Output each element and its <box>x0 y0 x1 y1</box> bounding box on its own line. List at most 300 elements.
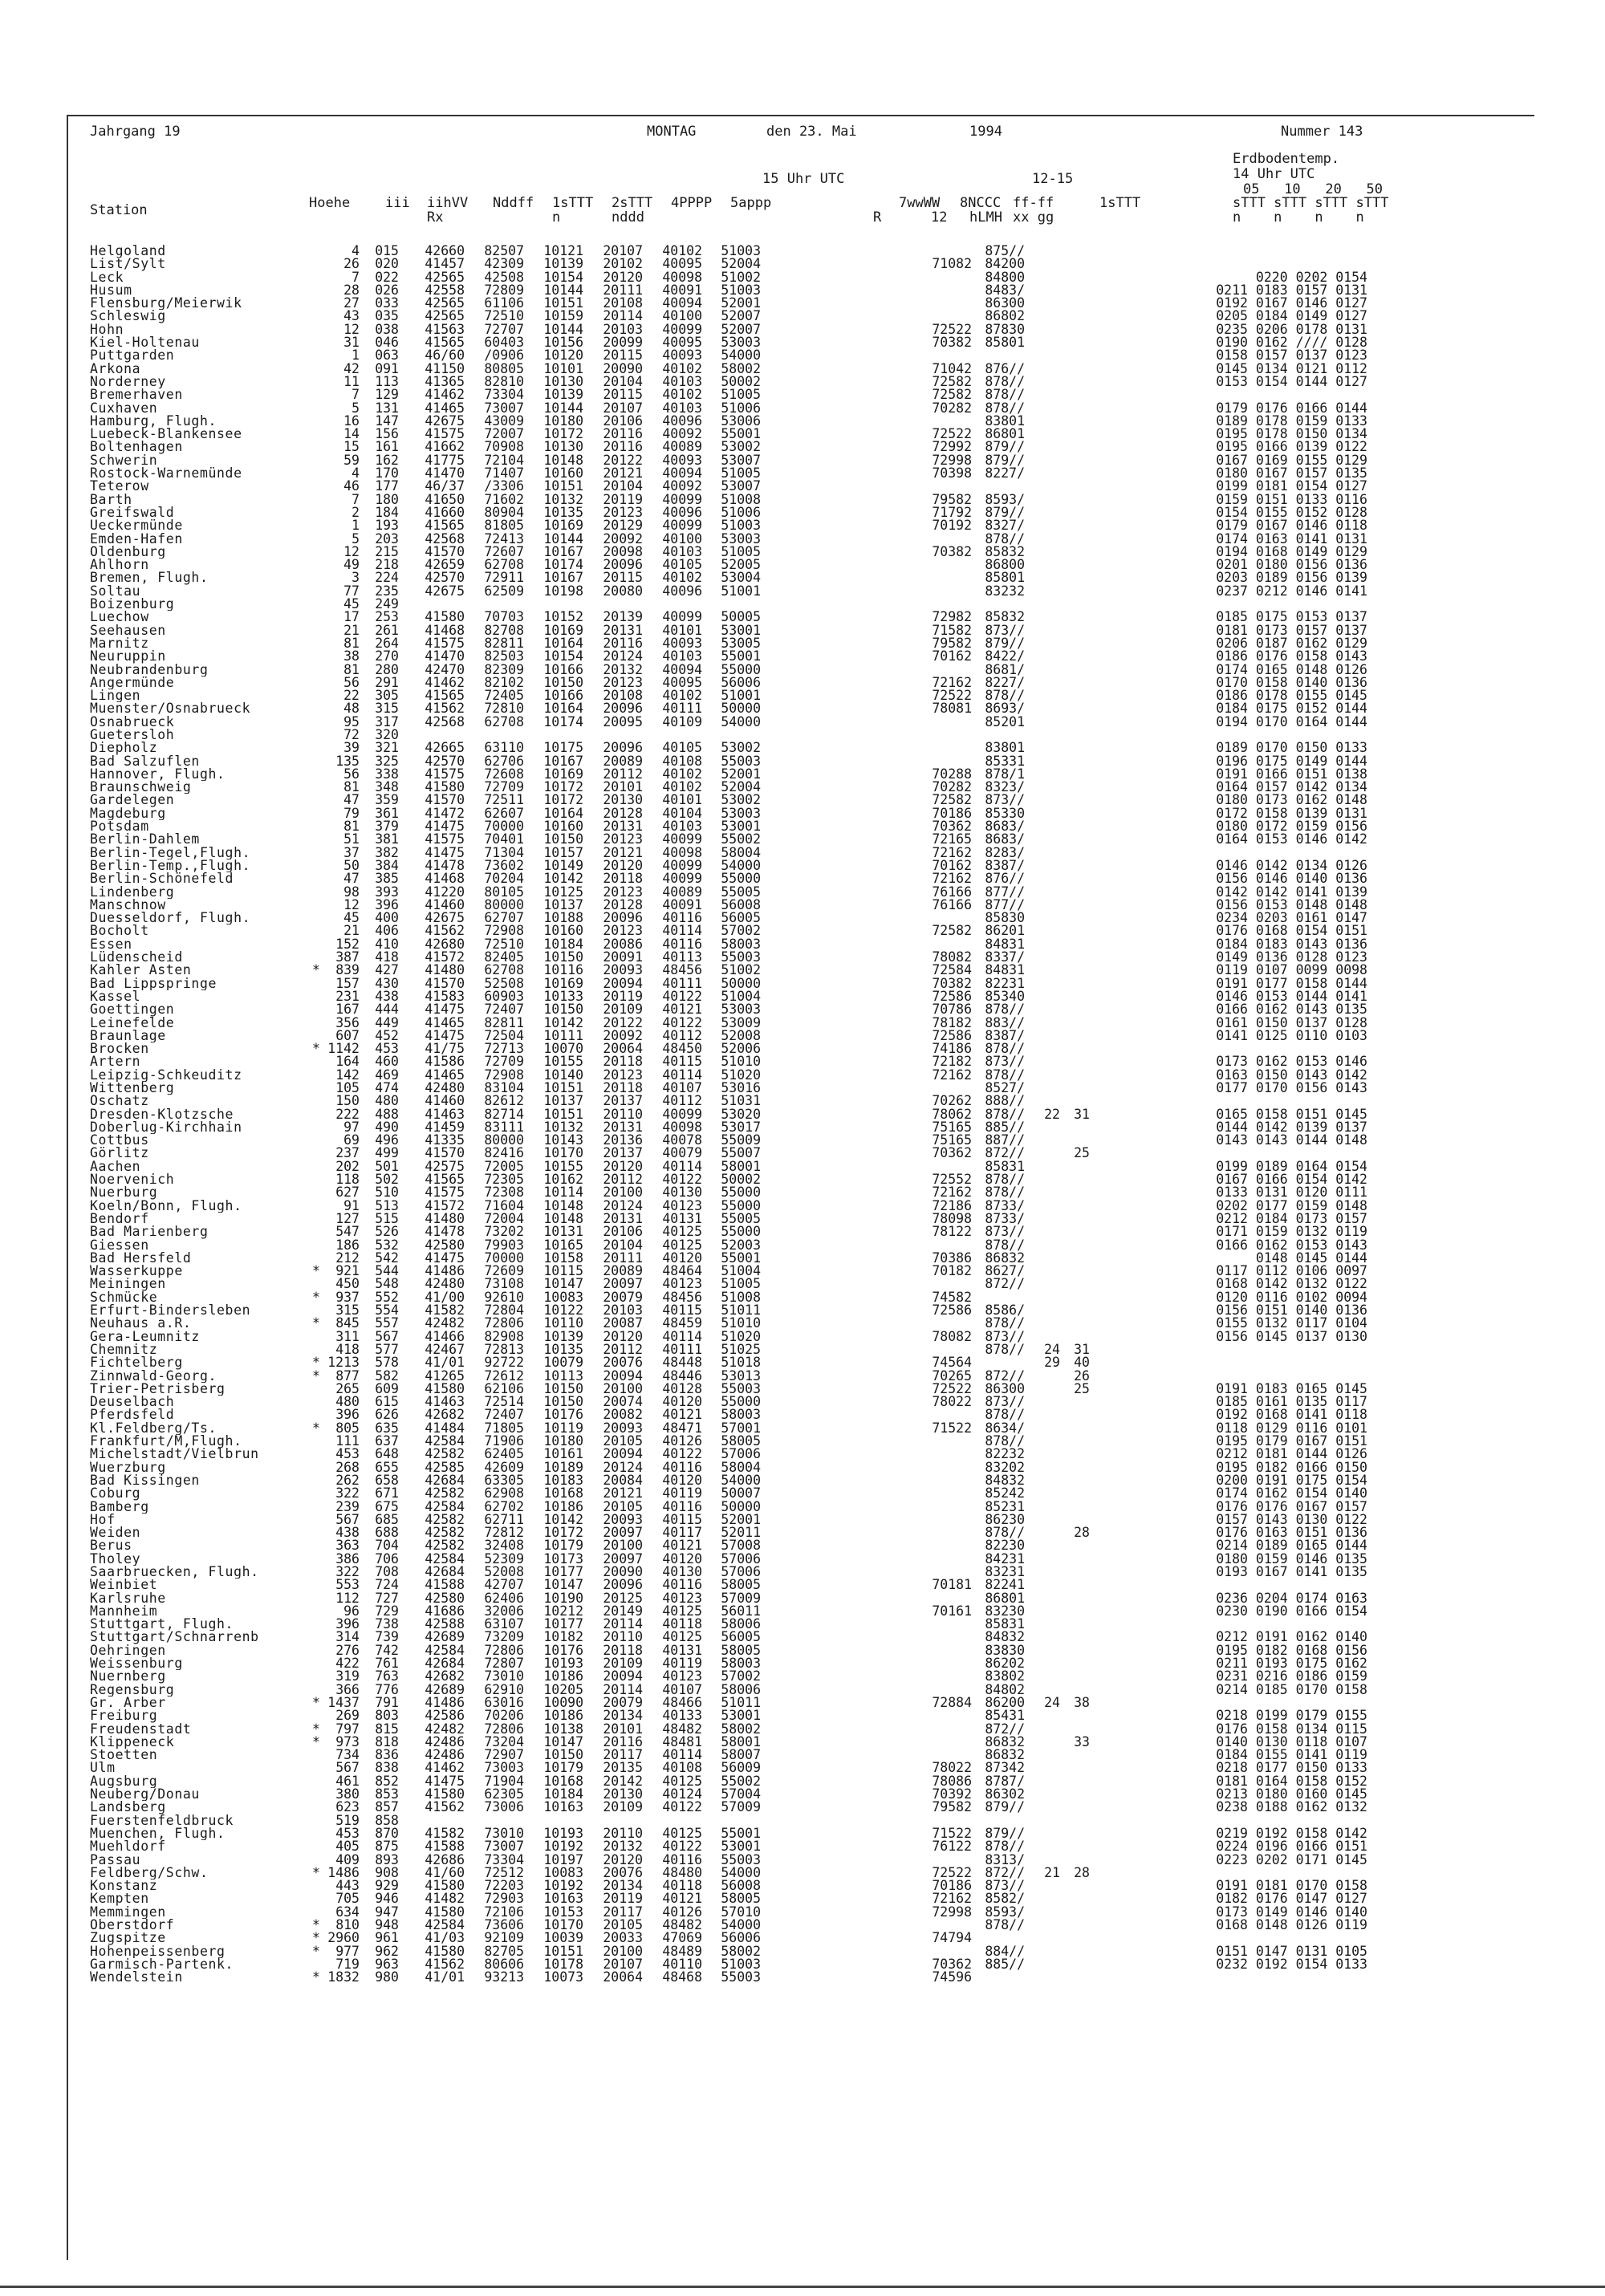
cell-ww: 72884 <box>932 1694 972 1710</box>
cell-d: 20093 <box>603 962 643 978</box>
cell-f: 55000 <box>721 1224 761 1240</box>
cell-d: 20100 <box>603 1943 643 1959</box>
cell-ww <box>761 1487 972 1500</box>
cell-f: 53002 <box>721 439 761 455</box>
cell-c: 10151 <box>543 295 583 311</box>
cell-iii: 161 <box>375 439 399 455</box>
cell-ff2 <box>1060 1408 1090 1421</box>
cell-b: 82705 <box>484 1943 524 1959</box>
cell-e: 40096 <box>662 583 702 599</box>
cell-ff1 <box>1025 1514 1060 1526</box>
cell-ff2 <box>1060 1186 1090 1199</box>
cell-ncc: 82231 <box>985 975 1025 991</box>
cell-e: 40096 <box>662 504 702 520</box>
cell-erd: 0213 0180 0160 0145 <box>1216 1786 1367 1802</box>
cell-a: 42580 <box>425 1237 465 1253</box>
cell-f: 51006 <box>721 400 761 416</box>
cell-b: 72612 <box>484 1367 524 1384</box>
cell-c: 10164 <box>543 701 583 717</box>
cell-star <box>305 938 327 951</box>
cell-ff2: 38 <box>1074 1694 1090 1710</box>
1sttt-header: 1sTTT <box>552 195 594 211</box>
cell-erd: 0212 0181 0144 0126 <box>1216 1446 1367 1462</box>
cell-ww: 75165 <box>932 1132 972 1148</box>
cell-b: 82507 <box>484 243 524 258</box>
cell-f: 57010 <box>721 1904 761 1920</box>
cell-station: Soltau <box>90 584 141 599</box>
cell-station: Freudenstadt <box>90 1722 192 1736</box>
cell-c: 10173 <box>543 1550 583 1567</box>
cell-f: 55000 <box>721 1185 761 1201</box>
cell-h: 91 <box>343 1197 360 1213</box>
cell-e: 40121 <box>662 1407 702 1423</box>
cell-b: 73010 <box>484 1668 524 1684</box>
cell-station: Boltenhagen <box>90 441 183 454</box>
cell-ff1 <box>1025 1003 1060 1016</box>
cell-d: 20106 <box>603 412 643 429</box>
cell-ff1 <box>1025 415 1060 428</box>
cell-ff1 <box>1025 1592 1060 1605</box>
cell-c: 10167 <box>543 570 583 586</box>
cell-station: Michelstadt/Vielbrun <box>90 1448 259 1461</box>
cell-iii: 381 <box>375 831 399 847</box>
cell-ncc: 879// <box>985 504 1025 520</box>
cell-station: Lüdenscheid <box>90 951 183 965</box>
cell-ncc: 84200 <box>985 256 1025 272</box>
cell-ff1 <box>1025 1932 1060 1944</box>
cell-station: Hohenpeissenberg <box>90 1944 226 1958</box>
cell-h: 450 <box>335 1276 360 1292</box>
cell-iii: 552 <box>375 1289 399 1305</box>
cell-h: 59 <box>343 452 360 468</box>
cell-h: 47 <box>343 792 360 808</box>
cell-star <box>305 1840 327 1853</box>
cell-b: 72512 <box>484 1864 524 1880</box>
cell-star <box>305 245 327 258</box>
cell-a: 41150 <box>425 360 465 376</box>
cell-ncc: 86300 <box>985 1380 1025 1396</box>
cell-ff2 <box>1060 1213 1090 1225</box>
cell-d: 20086 <box>603 936 643 952</box>
cell-e: 40099 <box>662 609 702 625</box>
cell-d: 20128 <box>603 805 643 821</box>
cell-ff1: 24 <box>1044 1694 1060 1710</box>
cell-ncc: 87830 <box>985 321 1025 337</box>
cell-ww: 70162 <box>932 857 972 873</box>
cell-e: 40102 <box>662 766 702 782</box>
cell-e: 40115 <box>662 1054 702 1070</box>
iii-header: iii <box>385 195 410 211</box>
cell-a: 41583 <box>425 988 465 1004</box>
cell-ff1 <box>1025 1801 1060 1814</box>
cell-f: 51006 <box>721 504 761 520</box>
cell-c: 10158 <box>543 1250 583 1266</box>
cell-ff1 <box>1025 388 1060 401</box>
cell-ww: 74596 <box>932 1969 972 1985</box>
cell-ww: 76166 <box>932 884 972 900</box>
cell-h: 265 <box>335 1380 360 1396</box>
cell-h: 95 <box>343 713 360 729</box>
cell-iii: 739 <box>375 1629 399 1645</box>
cell-station: Saarbruecken, Flugh. <box>90 1565 259 1579</box>
cell-iii: 264 <box>375 635 399 651</box>
cell-ww: 78081 <box>932 701 972 717</box>
cell-ff1 <box>1025 376 1060 388</box>
cell-iii: 655 <box>375 1459 399 1475</box>
cell-station: Karlsruhe <box>90 1591 166 1605</box>
cell-e: 40100 <box>662 530 702 547</box>
cell-f: 55003 <box>721 949 761 965</box>
cell-b: 71904 <box>484 1773 524 1789</box>
cell-station: Chemnitz <box>90 1343 158 1357</box>
cell-ncc: 878// <box>985 1341 1025 1357</box>
cell-ff1 <box>1025 323 1060 336</box>
cell-iii: 400 <box>375 910 399 926</box>
cell-ncc: 85201 <box>985 713 1025 729</box>
table-row <box>90 713 1367 729</box>
cell-station: Hamburg, Flugh. <box>90 414 217 429</box>
cell-a: 41/01 <box>425 1355 465 1371</box>
cell-erd: 0174 0163 0141 0131 <box>1216 530 1367 547</box>
cell-station: Oberstdorf <box>90 1919 175 1932</box>
cell-ff1 <box>1025 1644 1060 1657</box>
cell-erd: 0235 0206 0178 0131 <box>1216 321 1367 337</box>
cell-iii: 727 <box>375 1590 399 1606</box>
cell-erd: 0211 0193 0175 0162 <box>1216 1656 1367 1672</box>
cell-ff1 <box>1025 1160 1060 1173</box>
cell-f: 53001 <box>721 819 761 835</box>
cell-ncc: 86200 <box>985 1694 1025 1710</box>
cell-erd: 0179 0176 0166 0144 <box>1216 400 1367 416</box>
cell-d: 20125 <box>603 1590 643 1606</box>
cell-h: 11 <box>343 373 360 389</box>
cell-ff1 <box>1025 310 1060 323</box>
cell-iii: 671 <box>375 1485 399 1502</box>
cell-b: 61106 <box>484 295 524 311</box>
cell-c: 10169 <box>543 518 583 534</box>
cell-f: 50007 <box>721 1485 761 1502</box>
cell-station: Braunlage <box>90 1029 166 1043</box>
cell-station: Aachen <box>90 1160 141 1174</box>
cell-station: Mannheim <box>90 1604 158 1619</box>
cell-a: 41562 <box>425 1956 465 1972</box>
cell-iii: 963 <box>375 1956 399 1972</box>
cell-ww: 72165 <box>932 831 972 847</box>
cell-c: 10101 <box>543 360 583 376</box>
cell-iii: 557 <box>375 1315 399 1331</box>
cell-h: 453 <box>335 1446 360 1462</box>
cell-a: 42565 <box>425 308 465 324</box>
cell-h: 167 <box>335 1002 360 1018</box>
cell-ff1 <box>1025 781 1060 794</box>
cell-h: 56 <box>343 766 360 782</box>
cell-b: 72405 <box>484 688 524 704</box>
cell-erd: 0184 0175 0152 0144 <box>1216 701 1367 717</box>
cell-erd: 0236 0204 0174 0163 <box>1216 1590 1367 1606</box>
cell-ff1 <box>1025 598 1060 611</box>
cell-h: 311 <box>335 1328 360 1344</box>
cell-station: Muenster/Osnabrueck <box>90 702 251 716</box>
cell-erd: 0186 0176 0158 0143 <box>1216 648 1367 664</box>
cell-a: 41563 <box>425 321 465 337</box>
cell-a: 41484 <box>425 1420 465 1436</box>
cell-star: * <box>312 1969 320 1985</box>
cell-c: 10172 <box>543 426 583 442</box>
cell-d: 20131 <box>603 1210 643 1226</box>
cell-a: 41562 <box>425 923 465 939</box>
cell-ff1 <box>1025 637 1060 650</box>
cell-a: 41582 <box>425 1302 465 1319</box>
cell-f: 51001 <box>721 688 761 704</box>
cell-d: 20142 <box>603 1773 643 1789</box>
cell-ff2 <box>1060 1971 1090 1984</box>
cell-ff2 <box>1060 1422 1090 1435</box>
cell-station: Bad Lippspringe <box>90 977 217 990</box>
cell-f: 58005 <box>721 1891 761 1907</box>
cell-d: 20116 <box>603 426 643 442</box>
cell-station: Muenchen, Flugh. <box>90 1827 226 1841</box>
cell-erd: 0164 0153 0146 0142 <box>1216 831 1367 847</box>
cell-h: 422 <box>335 1656 360 1672</box>
cell-ff2 <box>1060 467 1090 480</box>
cell-erd: 0120 0116 0102 0094 <box>1216 1289 1367 1305</box>
cell-station: Weiden <box>90 1526 141 1540</box>
cell-c: 10179 <box>543 1538 583 1554</box>
cell-f: 54000 <box>721 347 761 364</box>
cell-d: 20134 <box>603 1878 643 1894</box>
cell-c: 10039 <box>543 1930 583 1946</box>
cell-d: 20120 <box>603 1158 643 1174</box>
cell-iii: 490 <box>375 1119 399 1135</box>
erdboden-depths: 05 10 20 50 <box>1243 181 1383 197</box>
cell-e: 40131 <box>662 1642 702 1658</box>
cell-b: 72709 <box>484 779 524 795</box>
cell-d: 20111 <box>603 282 643 298</box>
cell-iii: 542 <box>375 1250 399 1266</box>
cell-station: Fuerstenfeldbruck <box>90 1814 234 1827</box>
cell-b: 80805 <box>484 360 524 376</box>
cell-iii: 803 <box>375 1708 399 1724</box>
cell-b: 82811 <box>484 1014 524 1030</box>
cell-ww: 72162 <box>932 674 972 690</box>
cell-ncc: 84831 <box>985 936 1025 952</box>
cell-station: Passau <box>90 1853 141 1867</box>
cell-ncc: 873// <box>985 1328 1025 1344</box>
cell-star <box>305 571 327 584</box>
cell-star: * <box>312 1289 320 1305</box>
cell-c: 10189 <box>543 1459 583 1475</box>
cell-b: 62106 <box>484 1380 524 1396</box>
cell-f: 53001 <box>721 1839 761 1855</box>
cell-station: Berus <box>90 1539 132 1553</box>
cell-f: 58001 <box>721 1158 761 1174</box>
cell-h: 366 <box>335 1681 360 1697</box>
cell-ncc: 84832 <box>985 1629 1025 1645</box>
cell-a: 46/37 <box>425 478 465 494</box>
cell-star <box>305 349 327 362</box>
cell-ncc: 8527/ <box>985 1080 1025 1095</box>
cell-star <box>305 1539 327 1552</box>
cell-iii: 177 <box>375 478 399 494</box>
cell-c: 10168 <box>543 1773 583 1789</box>
cell-c: 10143 <box>543 1132 583 1148</box>
cell-ff2 <box>1060 1487 1090 1500</box>
cell-e: 40103 <box>662 648 702 664</box>
cell-ff1 <box>1025 938 1060 951</box>
cell-ff1 <box>1025 689 1060 702</box>
cell-erd: 0195 0166 0139 0122 <box>1216 439 1367 455</box>
cell-a: 42467 <box>425 1341 465 1357</box>
cell-c: 10121 <box>543 243 583 258</box>
cell-iii: 853 <box>375 1786 399 1802</box>
cell-e: 40128 <box>662 1380 702 1396</box>
cell-f: 53004 <box>721 570 761 586</box>
cell-h: 7 <box>351 491 360 507</box>
cell-c: 10174 <box>543 557 583 573</box>
cell-ncc: 8387/ <box>985 857 1025 873</box>
cell-a: 41459 <box>425 1119 465 1135</box>
cell-station: Wuerzburg <box>90 1461 166 1474</box>
cell-erd: 0168 0148 0126 0119 <box>1216 1917 1367 1932</box>
cell-star <box>305 1631 327 1644</box>
cell-c: 10139 <box>543 1328 583 1344</box>
date-label: den 23. Mai <box>766 124 857 140</box>
cell-ww <box>761 559 972 571</box>
cell-h: 157 <box>335 975 360 991</box>
cell-erd: 0199 0181 0154 0127 <box>1216 478 1367 494</box>
cell-iii: 526 <box>375 1224 399 1240</box>
cell-h: 46 <box>343 478 360 494</box>
cell-ff2 <box>1060 1042 1090 1055</box>
cell-h: 81 <box>343 661 360 677</box>
cell-f: 53001 <box>721 622 761 638</box>
cell-f: 50000 <box>721 975 761 991</box>
cell-e: 40099 <box>662 518 702 534</box>
cell-iii: 704 <box>375 1538 399 1554</box>
cell-b: 72908 <box>484 1067 524 1083</box>
cell-f: 56011 <box>721 1603 761 1619</box>
cell-c: 10212 <box>543 1603 583 1619</box>
cell-star <box>305 1566 327 1579</box>
cell-d: 20111 <box>603 1250 643 1266</box>
cell-erd: 0117 0112 0106 0097 <box>1216 1263 1367 1279</box>
cell-ncc: 878// <box>985 1917 1025 1932</box>
cell-c: 10139 <box>543 256 583 272</box>
cell-erd: 0211 0183 0157 0131 <box>1216 282 1367 298</box>
cell-e: 40093 <box>662 347 702 364</box>
cell-d: 20080 <box>603 583 643 599</box>
cell-a: 41475 <box>425 1002 465 1018</box>
cell-a: 42565 <box>425 269 465 285</box>
cell-c: 10190 <box>543 1590 583 1606</box>
cell-d: 20131 <box>603 622 643 638</box>
cell-iii: 929 <box>375 1878 399 1894</box>
cell-iii: 578 <box>375 1355 399 1371</box>
cell-ncc: 86832 <box>985 1747 1025 1763</box>
cell-ncc: 82241 <box>985 1577 1025 1593</box>
cell-a: 41565 <box>425 1172 465 1188</box>
cell-ff2 <box>1060 1304 1090 1317</box>
cell-b: 73007 <box>484 1839 524 1855</box>
cell-ff1 <box>1025 559 1060 571</box>
cell-iii: 742 <box>375 1642 399 1658</box>
cell-station: Wendelstein <box>90 1971 183 1985</box>
cell-ww <box>761 729 972 742</box>
cell-ff2 <box>1060 677 1090 689</box>
cell-a: 46/60 <box>425 347 465 364</box>
cell-b: 42309 <box>484 256 524 272</box>
cell-ww <box>761 1736 972 1749</box>
cell-c: 10144 <box>543 282 583 298</box>
cell-e: 40120 <box>662 1472 702 1488</box>
cell-e: 40094 <box>662 661 702 677</box>
cell-iii: 706 <box>375 1550 399 1567</box>
cell-a: 42584 <box>425 1498 465 1514</box>
cell-c: 10115 <box>543 1263 583 1279</box>
cell-h: 98 <box>343 884 360 900</box>
cell-e: 40125 <box>662 1773 702 1789</box>
cell-b: 62910 <box>484 1681 524 1697</box>
cell-star <box>305 533 327 546</box>
cell-ff1 <box>1025 1082 1060 1095</box>
cell-c: 10164 <box>543 635 583 651</box>
cell-ff2 <box>1060 1958 1090 1971</box>
cell-iii: 961 <box>375 1930 399 1946</box>
cell-h: 5 <box>351 530 360 547</box>
cell-ff1 <box>1025 1278 1060 1290</box>
cell-e: 40114 <box>662 1067 702 1083</box>
cell-station: Dresden-Klotzsche <box>90 1107 234 1121</box>
cell-f: 53002 <box>721 792 761 808</box>
cell-station: Angermünde <box>90 676 175 690</box>
cell-c: 10192 <box>543 1878 583 1894</box>
cell-c: 10163 <box>543 1799 583 1815</box>
cell-a: 41580 <box>425 1904 465 1920</box>
cell-e: 40111 <box>662 701 702 717</box>
cell-d: 20101 <box>603 779 643 795</box>
cell-c: 10132 <box>543 1119 583 1135</box>
cell-ff1 <box>1025 702 1060 715</box>
cell-station: Luechow <box>90 611 149 624</box>
cell-a: 42584 <box>425 1433 465 1449</box>
cell-station: Bendorf <box>90 1212 149 1226</box>
cell-ncc: 884// <box>985 1943 1025 1959</box>
cell-c: 10137 <box>543 896 583 912</box>
cell-c: 10144 <box>543 530 583 547</box>
cell-station: Bremerhaven <box>90 388 183 402</box>
cell-h: 480 <box>335 1394 360 1410</box>
cell-star <box>305 1474 327 1487</box>
cell-erd: 0164 0157 0142 0134 <box>1216 779 1367 795</box>
cell-b: 62708 <box>484 962 524 978</box>
cell-e: 40123 <box>662 1276 702 1292</box>
cell-a: 42586 <box>425 1708 465 1724</box>
cell-iii: 361 <box>375 805 399 821</box>
cell-ff1 <box>1025 1239 1060 1252</box>
cell-b: 60403 <box>484 335 524 351</box>
cell-e: 40116 <box>662 1577 702 1593</box>
cell-ncc: 83802 <box>985 1668 1025 1684</box>
cell-star <box>305 1147 327 1160</box>
cell-ff2 <box>1060 441 1090 453</box>
cell-star <box>305 388 327 401</box>
cell-star <box>305 912 327 924</box>
cell-c: 10188 <box>543 910 583 926</box>
cell-ff1 <box>1025 990 1060 1003</box>
cell-ff1 <box>1025 1213 1060 1225</box>
cell-star <box>305 742 327 754</box>
cell-c: 10164 <box>543 805 583 821</box>
